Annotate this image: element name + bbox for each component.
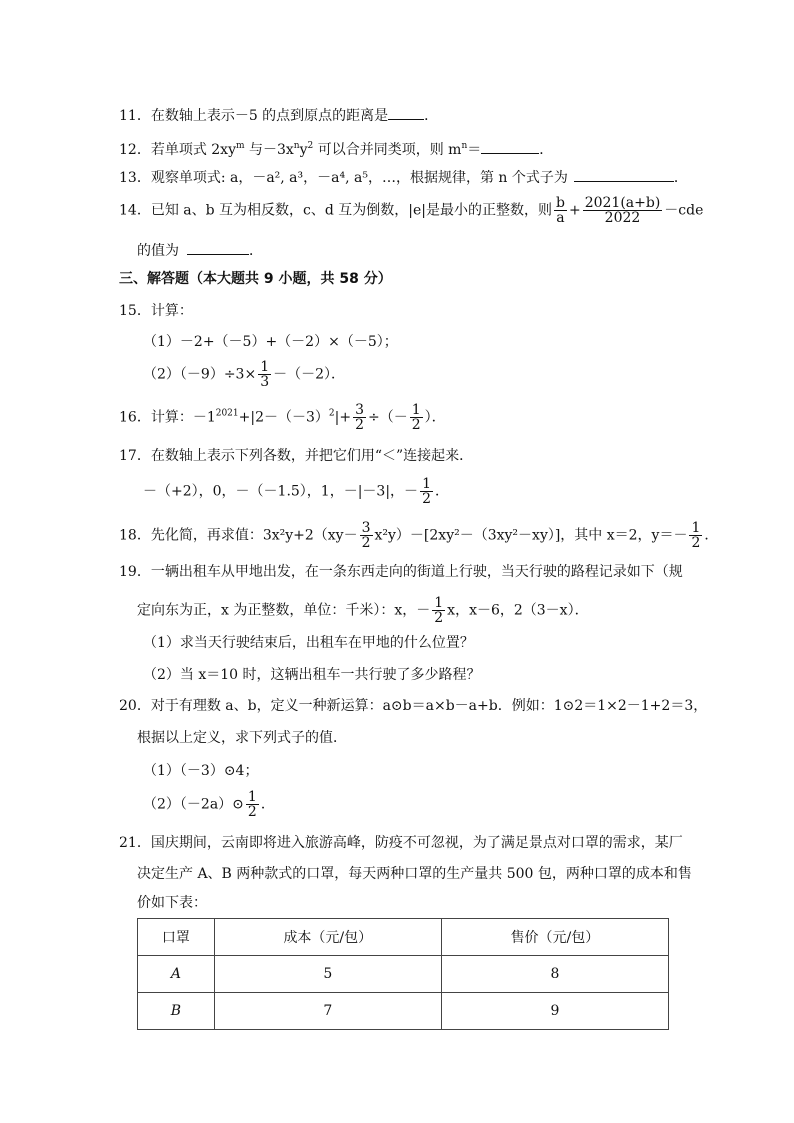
question-19-part-2: （2）当 x＝10 时，这辆出租车一共行驶了多少路程？ xyxy=(143,667,481,683)
fraction-denominator: a xyxy=(556,210,565,226)
fraction xyxy=(554,196,567,225)
question-21-line-1: 21．国庆期间，云南即将进入旅游高峰，防疫不可忽视，为了满足景点对口罩的需求，某厂 xyxy=(119,835,683,851)
fraction xyxy=(420,477,433,506)
table-header-row xyxy=(138,919,669,956)
question-20-part-1: （1）（－3）⊙4； xyxy=(143,763,259,779)
plus-sign: + xyxy=(568,202,581,219)
fraction-denominator: 2 xyxy=(361,535,371,551)
q13-text: 13．观察单项式: a，－a², a³，－a⁴, a⁵，…，根据规律，第 n 个式子为 xyxy=(119,170,568,186)
q16-b: +|2－（－3） xyxy=(238,409,329,426)
table-header-cell: 口罩 xyxy=(138,919,215,956)
fraction-denominator: 2 xyxy=(247,804,257,820)
question-16 xyxy=(119,403,446,432)
q12-sup-d: n xyxy=(461,141,468,151)
fraction xyxy=(583,196,663,225)
q14-text: 14．已知 a、b 互为相反数，c、d 互为倒数，|e|是最小的正整数，则 xyxy=(119,202,552,219)
q12-part-c: y xyxy=(299,142,308,158)
q19-l2-b: x，x－6，2（3－x）． xyxy=(447,602,589,619)
fraction xyxy=(258,360,271,389)
fraction-numerator: 2021(a+b) xyxy=(584,195,661,211)
question-19-line-2 xyxy=(137,596,589,625)
fraction xyxy=(353,403,366,432)
table-cell: B xyxy=(138,993,215,1030)
q11-text: 11．在数轴上表示－5 的点到原点的距离是 xyxy=(119,108,389,124)
question-19-part-1: （1）求当天行驶结束后，出租车在甲地的什么位置？ xyxy=(143,635,474,651)
q12-part-a: 12．若单项式 2xy xyxy=(119,142,236,158)
table-cell: 7 xyxy=(214,993,441,1030)
q16-sup-a: 2021 xyxy=(215,408,239,419)
answer-blank xyxy=(187,240,249,255)
question-14 xyxy=(119,196,703,225)
q16-d: ÷（－ xyxy=(368,409,408,426)
q17-end: ． xyxy=(434,483,449,500)
q16-sup-b: 2 xyxy=(328,408,335,419)
q14-tail: －cde xyxy=(664,202,704,219)
table-row xyxy=(138,993,669,1030)
answer-blank xyxy=(574,167,674,182)
fraction xyxy=(246,790,259,819)
q13-end: ． xyxy=(673,170,688,186)
q19-l2-a: 定向东为正，x 为正整数，单位：千米）：x，－ xyxy=(137,602,431,619)
fraction xyxy=(410,403,423,432)
section-heading: 三、解答题（本大题共 9 小题，共 58 分） xyxy=(119,271,392,287)
question-21-line-3: 价如下表： xyxy=(137,895,207,911)
mask-price-table xyxy=(137,918,669,1030)
q16-a: 16．计算：－1 xyxy=(119,409,216,426)
question-21-line-2: 决定生产 A、B 两种款式的口罩，每天两种口罩的生产量共 500 包，两种口罩的成本和售 xyxy=(137,866,692,882)
fraction-denominator: 2022 xyxy=(604,210,641,226)
q14b-end: ． xyxy=(249,243,263,259)
table-cell: 9 xyxy=(441,993,668,1030)
question-20-line-1: 20．对于有理数 a、b，定义一种新运算：a⊙b＝a×b－a+b．例如：1⊙2＝1×2－1+2＝3， xyxy=(119,698,708,714)
fraction-denominator: 2 xyxy=(434,610,444,626)
fraction-denominator: 2 xyxy=(691,535,701,551)
q16-c: |+ xyxy=(334,409,352,426)
q12-sup-b: n xyxy=(293,141,300,151)
question-15-title: 15．计算： xyxy=(119,303,193,319)
question-11 xyxy=(119,105,438,125)
q14b-text: 的值为 xyxy=(137,243,179,259)
q12-sup-a: m xyxy=(235,141,245,151)
question-12 xyxy=(119,137,553,159)
question-13 xyxy=(119,167,688,187)
fraction-numerator: 1 xyxy=(691,520,701,536)
question-20-part-2 xyxy=(143,790,275,819)
question-17-numbers xyxy=(143,477,449,506)
q16-e: ）． xyxy=(424,409,446,426)
q20-p2-b: ． xyxy=(260,796,275,813)
table-cell: A xyxy=(138,956,215,993)
q20-p2-a: （2）（－2a）⊙ xyxy=(143,796,244,813)
fraction xyxy=(432,596,445,625)
fraction-denominator: 2 xyxy=(422,491,431,507)
q15-p2-b: －（－2）． xyxy=(273,366,346,383)
answer-blank xyxy=(481,139,539,154)
fraction-numerator: 1 xyxy=(411,402,421,418)
q18-b: x²y）－[2xy²－（3xy²－xy）]，其中 x＝2，y＝－ xyxy=(374,527,688,544)
question-15-part-2 xyxy=(143,360,345,389)
q12-part-b: 与－3x xyxy=(244,142,294,158)
fraction-numerator: 1 xyxy=(260,359,270,375)
q15-p2-a: （2）（－9）÷3× xyxy=(143,366,257,383)
q18-a: 18．先化简，再求值：3x²y+2（xy－ xyxy=(119,527,358,544)
fraction-numerator: 3 xyxy=(355,402,365,418)
fraction-denominator: 2 xyxy=(355,417,365,433)
fraction-denominator: 3 xyxy=(260,374,270,390)
fraction xyxy=(360,521,373,550)
question-15-part-1: （1）－2+（－5）+（－2）×（－5）； xyxy=(143,334,398,350)
fraction xyxy=(689,521,702,550)
q11-end: ． xyxy=(424,108,439,124)
q17-nums: －（+2），0，－（－1.5），1，－|－3|，－ xyxy=(143,483,419,500)
fraction-numerator: b xyxy=(556,195,565,211)
table-cell: 8 xyxy=(441,956,668,993)
table-row xyxy=(138,956,669,993)
question-18 xyxy=(119,521,718,550)
q12-end: ． xyxy=(539,142,554,158)
table-cell: 5 xyxy=(214,956,441,993)
q12-part-d: 可以合并同类项，则 m xyxy=(313,142,462,158)
question-17-title: 17．在数轴上表示下列各数，并把它们用“＜”连接起来． xyxy=(119,448,474,464)
table-header-cell: 成本（元/包） xyxy=(214,919,441,956)
fraction-numerator: 1 xyxy=(422,476,431,492)
question-14-cont xyxy=(137,240,263,260)
fraction-numerator: 1 xyxy=(434,595,444,611)
q12-sup-c: 2 xyxy=(307,141,314,151)
fraction-denominator: 2 xyxy=(411,417,421,433)
question-19-line-1: 19．一辆出租车从甲地出发，在一条东西走向的街道上行驶，当天行驶的路程记录如下（规 xyxy=(119,564,683,580)
fraction-numerator: 1 xyxy=(247,789,257,805)
q18-end: ． xyxy=(704,527,719,544)
question-20-line-2: 根据以上定义，求下列式子的值． xyxy=(137,730,347,746)
table-header-cell: 售价（元/包） xyxy=(441,919,668,956)
fraction-numerator: 3 xyxy=(361,520,371,536)
answer-blank xyxy=(388,105,424,120)
q12-part-e: ＝ xyxy=(467,142,482,158)
